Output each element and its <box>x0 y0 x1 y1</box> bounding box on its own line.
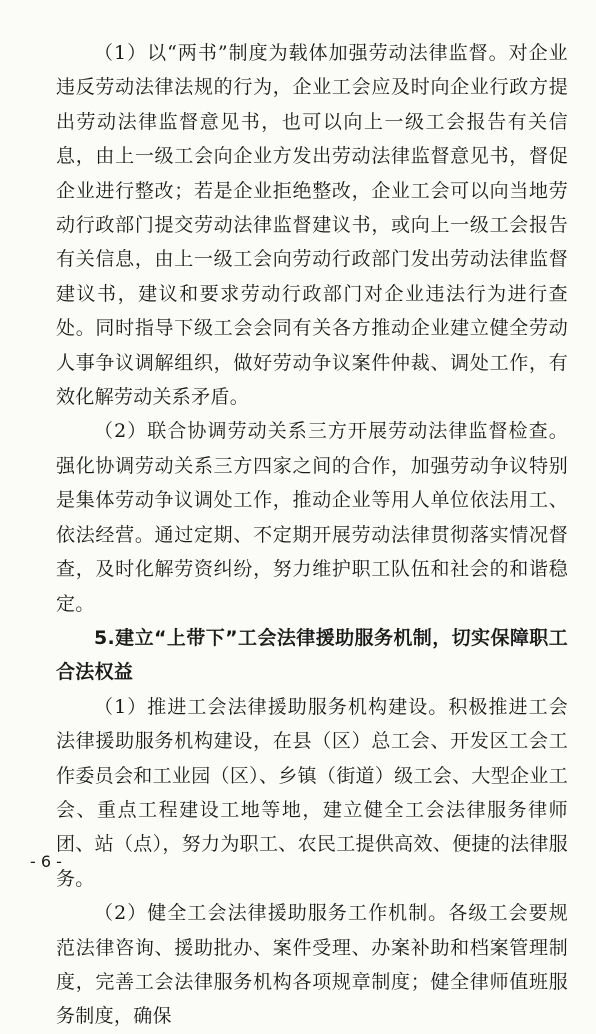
document-body <box>56 36 568 1034</box>
paragraph-two-books-supervision: （1）以“两书”制度为载体加强劳动法律监督。对企业违反劳动法律法规的行为，企业工会应及时向企业行政方提出劳动法律监督意见书，也可以向上一级工会报告有关信息，由上一级工会向企业方发出劳动法律监督意见书，督促企业进行整改；若是企业拒绝整改，企业工会可以向当地劳动行政部门提交劳动法律监督建议书，或向上一级工会报告有关信息，由上一级工会向劳动行政部门发出劳动法律监督建议书，建议和要求劳动行政部门对企业违法行为进行查处。同时指导下级工会会同有关各方推动企业建立健全劳动人事争议调解组织，做好劳动争议案件仲裁、调处工作，有效化解劳动关系矛盾。 <box>56 42 568 409</box>
section-heading-legal-aid: 5.建立“上带下”工会法律援助服务机制，切实保障职工合法权益 <box>56 626 568 684</box>
paragraph-tripartite-inspection: （2）联合协调劳动关系三方开展劳动法律监督检查。强化协调劳动关系三方四家之间的合作，加强劳动争议特别是集体劳动争议调处工作，推动企业等用人单位依法用工、依法经营。通过定期、不定期开展劳动法律贯彻落实情况督查，及时化解劳资纠纷，努力维护职工队伍和社会的和谐稳定。 <box>56 420 568 615</box>
paragraph-legal-aid-mechanism: （2）健全工会法律援助服务工作机制。各级工会要规范法律咨询、援助批办、案件受理、办案补助和档案管理制度，完善工会法律服务机构各项规章制度；健全律师值班服务制度，确保 <box>56 902 568 1028</box>
page-number: - 6 - <box>30 852 62 871</box>
paragraph-legal-aid-institutions: （1）推进工会法律援助服务机构建设。积极推进工会法律援助服务机构建设，在县（区）总工会、开发区工会工作委员会和工业园（区）、乡镇（街道）级工会、大型企业工会、重点工程建设工地等地，建立健全工会法律服务律师团、站（点），努力为职工、农民工提供高效、便捷的法律服务。 <box>56 695 568 890</box>
